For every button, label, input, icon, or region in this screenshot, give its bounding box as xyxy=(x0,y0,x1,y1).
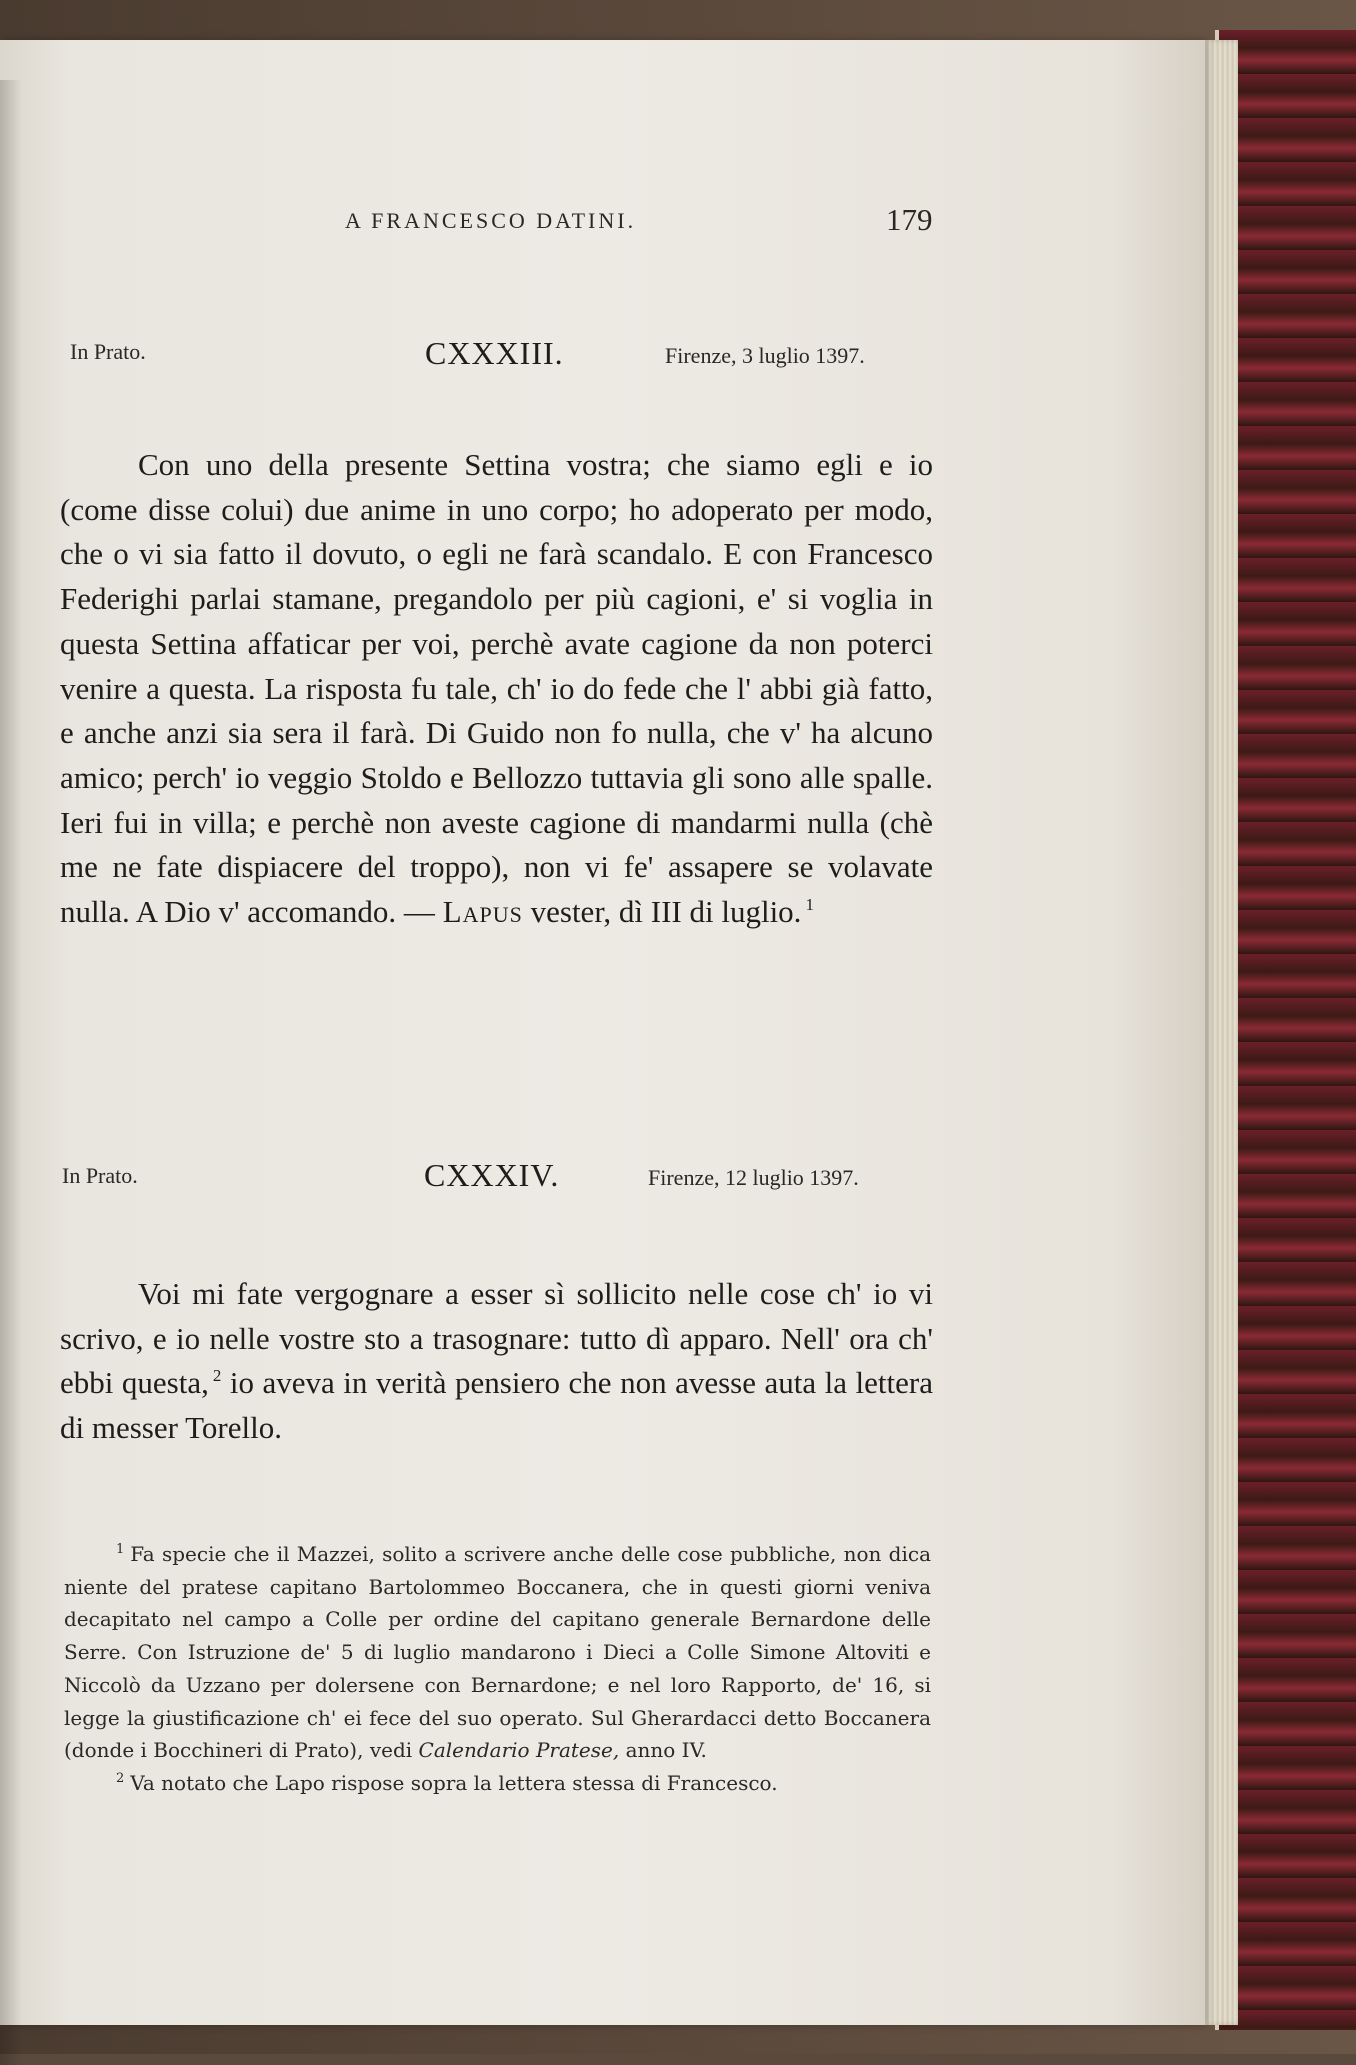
letter-body xyxy=(60,443,933,935)
page-number: 179 xyxy=(886,202,933,237)
footnote-reference: 1 xyxy=(805,895,814,915)
footnote-number: 2 xyxy=(116,1770,125,1786)
letter-body xyxy=(60,1272,933,1451)
running-head-title: A FRANCESCO DATINI. xyxy=(345,208,637,233)
letter-closing: vester, dì III di luglio. xyxy=(530,894,802,930)
footnote-text: anno IV. xyxy=(625,1738,707,1763)
letter-number: CXXXIII. xyxy=(425,335,564,371)
footnotes xyxy=(64,1538,931,1800)
letter-number: CXXXIV. xyxy=(424,1157,560,1193)
footnote-citation: Calendario Pratese, xyxy=(418,1738,620,1763)
letter-text: io aveva in verità pensiero che non avesse auta la lettera di messer Torello. xyxy=(60,1365,934,1446)
running-head xyxy=(0,200,1000,240)
letter-heading xyxy=(0,335,1000,385)
letter-place: In Prato. xyxy=(62,1163,138,1188)
letter-text: Con uno della presente Settina vostra; che siamo egli e io (come disse colui) due anime in uno corpo; ho adoperato per modo, che o vi sia fatto il dovuto, o egli ne farà scandalo. E con Francesco Federighi parlai stamane, pregandolo per più cagioni, e' si voglia in questa Settina affaticar per voi, perchè avate cagione da non poterci venire a questa. La risposta fu tale, ch' io do fede che l' abbi già fatto, e anche anzi sia sera il farà. Di Guido non fo nulla, che v' ha alcuno amico; perch' io veggio Stoldo e Bellozzo tuttavia gli sono alle spalle. Ieri fui in villa; e perchè non aveste cagione di mandarmi nulla (chè me ne fate dispiacere del troppo), non vi fe' assapere se volavate nulla. A Dio v' accomando. — xyxy=(60,447,933,930)
book-page xyxy=(0,40,1205,2025)
footnote xyxy=(64,1538,931,1767)
letter-paragraph xyxy=(60,1272,933,1451)
footnote-text: Va notato che Lapo rispose sopra la lettera stessa di Francesco. xyxy=(130,1770,778,1795)
footnote-number: 1 xyxy=(116,1542,125,1557)
letter-place: In Prato. xyxy=(70,339,146,364)
footnote-text: Fa specie che il Mazzei, solito a scrivere anche delle cose pubbliche, non dica niente del pratese capitano Bartolommeo Boccanera, che in questi giorni veniva decapitato nel campo a Colle per ordine del capitano generale Bernardone delle Serre. Con Istruzione de' 5 di luglio mandarono i Dieci a Colle Simone Altoviti e Niccolò da Uzzano per dolersene con Bernardone; e nel loro Rapporto, de' 16, si legge la giustificazione ch' ei fece del suo operato. Sul Gherardacci detto Boccanera (donde i Bocchineri di Prato), vedi xyxy=(64,1542,931,1763)
letter-signature: Lapus xyxy=(442,894,523,930)
letter-paragraph xyxy=(60,443,933,935)
letter-date: Firenze, 12 luglio 1397. xyxy=(648,1165,859,1190)
footnote xyxy=(64,1767,931,1800)
page-block-edge xyxy=(1200,40,1238,2025)
letter-text: Voi mi fate vergognare a esser sì sollicito nelle cose ch' io vi scrivo, e io nelle vostre sto a trasognare: tutto dì apparo. Nell' ora ch' ebbi questa, xyxy=(60,1276,933,1401)
letter-date: Firenze, 3 luglio 1397. xyxy=(665,343,865,368)
footnote-reference: 2 xyxy=(212,1366,222,1386)
letter-heading xyxy=(0,1157,1000,1207)
